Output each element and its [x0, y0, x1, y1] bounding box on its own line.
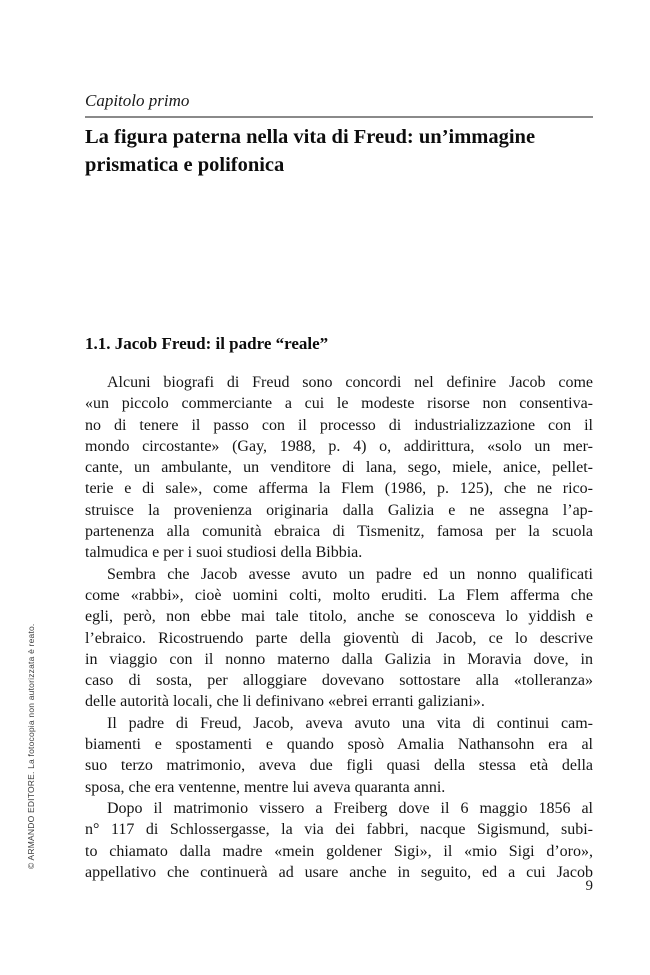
body-line: in viaggio con il nonno materno dalla Galizia in Moravia dove, in: [85, 650, 593, 668]
body-line: partenenza alla comunità ebraica di Tismenitz, famosa per la scuola: [85, 523, 593, 541]
body-line: to chiamato dalla madre «mein goldener Sigi», il «mio Sigi d’oro»,: [85, 842, 593, 860]
body-line: Sembra che Jacob avesse avuto un padre ed un nonno qualificati: [107, 565, 593, 583]
body-line: egli, però, non ebbe mai tale titolo, anche se conosceva lo yiddish e: [85, 608, 593, 626]
body-line: talmudica e per i suoi studiosi della Bibbia.: [85, 544, 363, 562]
body-line: appellativo che continuerà ad usare anche in seguito, ed a cui Jacob: [85, 863, 593, 881]
body-line: suo terzo matrimonio, aveva due figli quasi della stessa età della: [85, 757, 593, 775]
body-line: delle autorità locali, che li definivano «ebrei erranti galiziani».: [85, 693, 485, 711]
body-line: n° 117 di Schlossergasse, la via dei fabbri, nacque Sigismund, subi-: [85, 821, 593, 839]
body-line: terie e di sale», come afferma la Flem (1986, p. 125), che ne rico-: [85, 480, 593, 498]
page-title-line-2: prismatica e polifonica: [85, 154, 285, 176]
body-line: come «rabbi», cioè uomini colti, molto eruditi. La Flem afferma che: [85, 586, 593, 604]
body-line: struisce la provenienza originaria dalla Galizia e ne assegna l’ap-: [85, 501, 593, 519]
page-title-line-1: La figura paterna nella vita di Freud: un’immagine: [85, 126, 536, 148]
body-line: caso di sosta, per alloggiare dovevano sottostare alla «tolleranza»: [85, 672, 593, 690]
body-line: mondo circostante» (Gay, 1988, p. 4) o, addirittura, «solo un mer-: [85, 437, 593, 455]
body-line: no di tenere il passo con il processo di industrializzazione con il: [85, 416, 593, 434]
body-line: Il padre di Freud, Jacob, aveva avuto una vita di continui cam-: [107, 714, 593, 732]
body-line: «un piccolo commerciante a cui le modeste risorse non consentiva-: [85, 395, 593, 413]
body-line: cante, un ambulante, un venditore di lana, sego, miele, anice, pellet-: [85, 459, 593, 477]
body-text: [85, 372, 593, 883]
body-line: Dopo il matrimonio vissero a Freiberg dove il 6 maggio 1856 al: [107, 799, 593, 817]
copyright-sidebar: © ARMANDO EDITORE. La fotocopia non autorizzata è reato.: [26, 623, 36, 869]
body-line: sposa, che era ventenne, mentre lui aveva quaranta anni.: [85, 778, 446, 796]
chapter-label: Capitolo primo: [85, 91, 190, 110]
page-title: [85, 123, 593, 179]
body-line: Alcuni biografi di Freud sono concordi nel definire Jacob come: [107, 374, 593, 391]
body-line: l’ebraico. Ricostruendo parte della gioventù di Jacob, ce lo descrive: [85, 629, 593, 647]
header-rule: [85, 116, 593, 118]
section-heading: 1.1. Jacob Freud: il padre “reale”: [85, 334, 329, 353]
page-number: 9: [585, 878, 593, 894]
body-line: biamenti e spostamenti e quando sposò Amalia Nathansohn era al: [85, 736, 593, 754]
